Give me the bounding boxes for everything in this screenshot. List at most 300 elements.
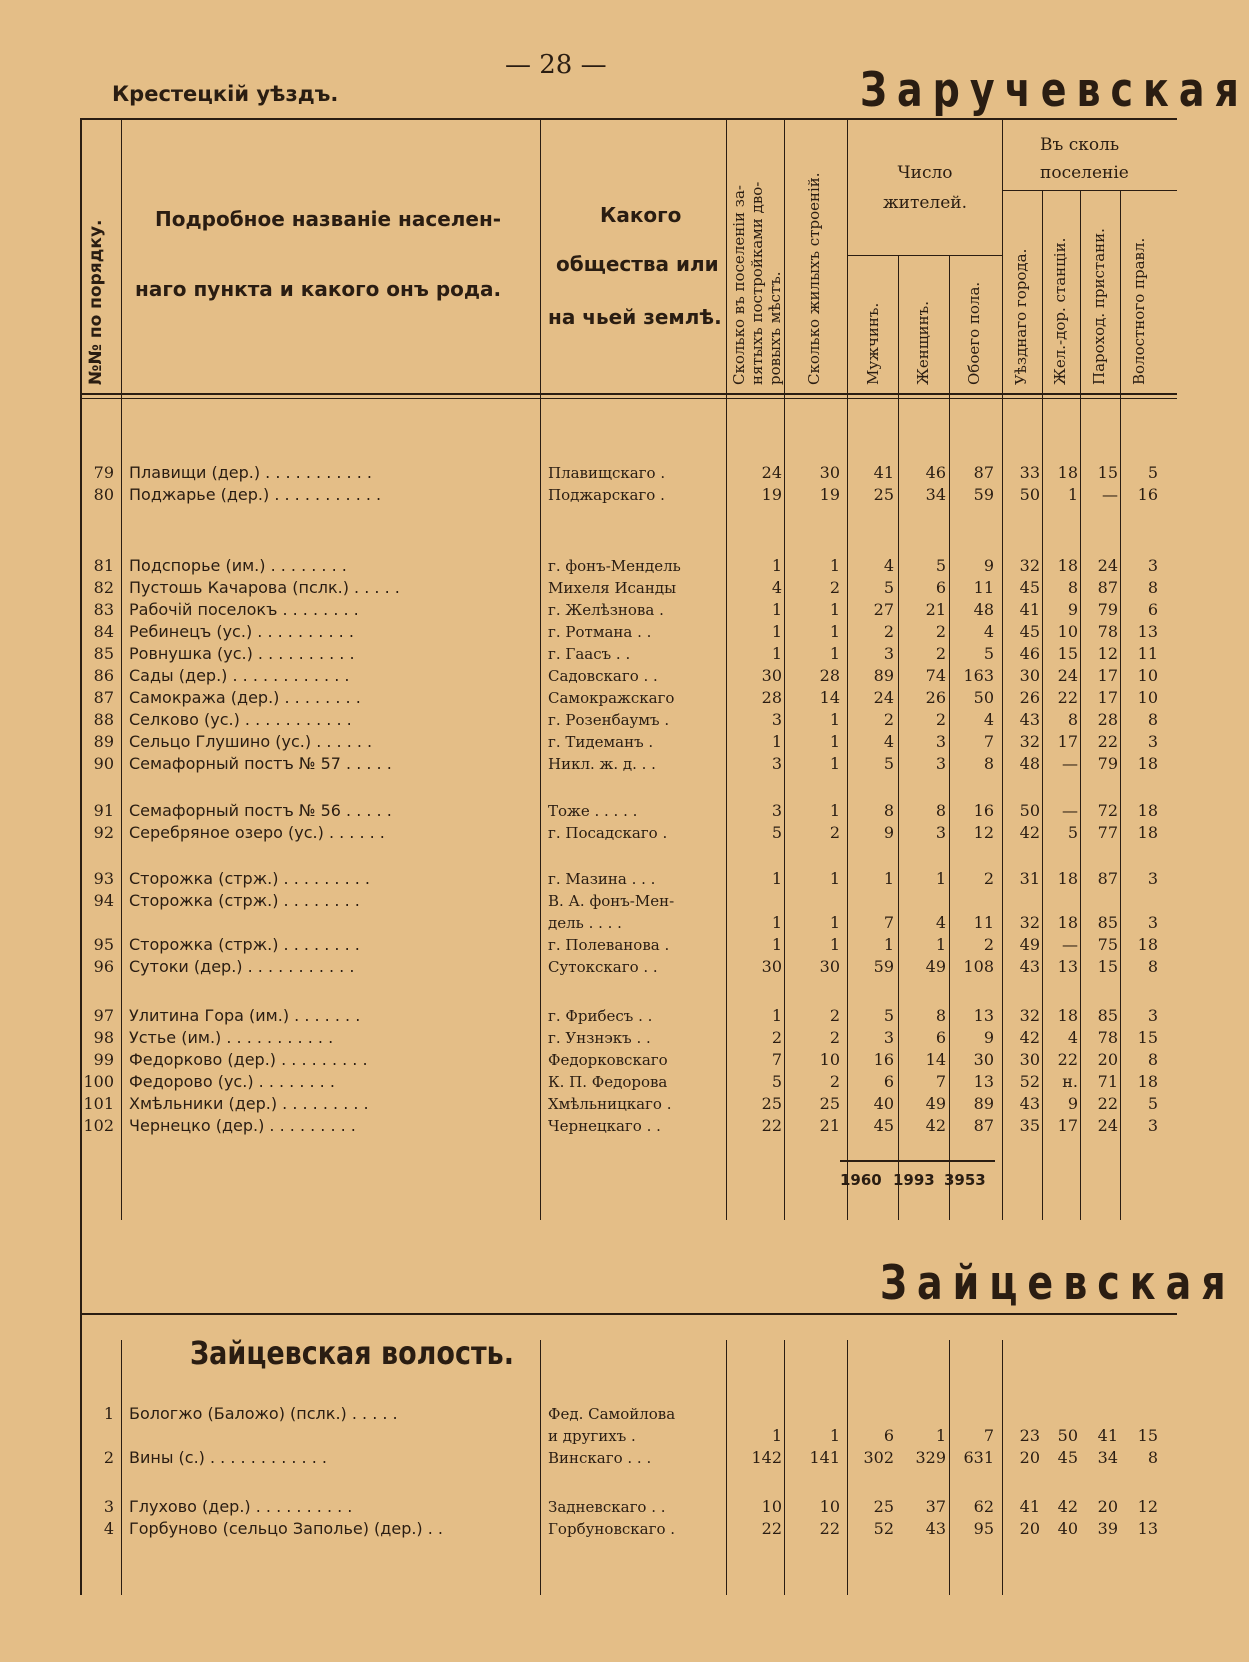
table-row	[0, 1093, 1177, 1115]
row-number: 2	[103, 1448, 114, 1467]
cell-c3: 7	[883, 913, 894, 932]
cell-c6: 32	[1019, 556, 1040, 575]
cell-c7: 45	[1057, 1448, 1078, 1467]
header-name-1: Подробное названіе населен-	[155, 207, 502, 231]
cell-c2: 2	[829, 578, 840, 597]
cell-c1: 5	[771, 1072, 782, 1091]
row-number: 79	[93, 463, 114, 482]
cell-c4: 43	[925, 1519, 946, 1538]
cell-c3: 41	[873, 463, 894, 482]
volost-title: Заручевская	[860, 62, 1249, 117]
table-row	[0, 709, 1177, 731]
cell-c8: 20	[1097, 1050, 1118, 1069]
cell-c2: 1	[829, 869, 840, 888]
cell-c3: 5	[883, 754, 894, 773]
cell-c2: 10	[819, 1050, 840, 1069]
table-row	[0, 1071, 1177, 1093]
header-bottom-rule	[80, 398, 1177, 399]
cell-c9: 18	[1137, 935, 1158, 954]
cell-c2: 1	[829, 644, 840, 663]
cell-c7: 40	[1057, 1519, 1078, 1538]
table-row	[0, 822, 1177, 844]
table-row	[0, 1518, 1177, 1540]
totals-rule	[840, 1160, 995, 1162]
cell-c3: 40	[873, 1094, 894, 1113]
cell-c1: 3	[771, 710, 782, 729]
place-name: Самокража (дер.) . . . . . . . .	[129, 688, 361, 707]
cell-c8: 22	[1097, 732, 1118, 751]
row-number: 85	[93, 644, 114, 663]
cell-c1: 1	[771, 644, 782, 663]
cell-c4: 6	[935, 1028, 946, 1047]
row-number: 80	[93, 485, 114, 504]
cell-c3: 52	[873, 1519, 894, 1538]
cell-c9: 3	[1147, 732, 1158, 751]
cell-c9: 3	[1147, 913, 1158, 932]
cell-c9: 15	[1137, 1426, 1158, 1445]
cell-c5: 631	[963, 1448, 994, 1467]
society-name: Задневскаго . .	[548, 1498, 666, 1516]
cell-c4: 5	[935, 556, 946, 575]
cell-c7: 22	[1057, 688, 1078, 707]
row-number: 93	[93, 869, 114, 888]
cell-c7: 15	[1057, 644, 1078, 663]
society-name: Чернецкаго . .	[548, 1117, 661, 1135]
row-number: 95	[93, 935, 114, 954]
cell-c7: 5	[1067, 823, 1078, 842]
place-name: Подспорье (им.) . . . . . . . .	[129, 556, 347, 575]
cell-c2: 28	[819, 666, 840, 685]
header-distance-1: Въ сколь	[1040, 135, 1120, 155]
place-name: Рабочій поселокъ . . . . . . . .	[129, 600, 359, 619]
header-society-2: общества или	[556, 252, 719, 276]
cell-c2: 2	[829, 1072, 840, 1091]
cell-c3: 2	[883, 710, 894, 729]
cell-c3: 89	[873, 666, 894, 685]
cell-c5: 11	[973, 913, 994, 932]
total-men: 1960	[840, 1171, 882, 1189]
cell-c1: 2	[771, 1028, 782, 1047]
cell-c2: 2	[829, 823, 840, 842]
cell-c1: 1	[771, 732, 782, 751]
cell-c3: 5	[883, 1006, 894, 1025]
society-name: Никл. ж. д. . .	[548, 755, 656, 773]
header-men: Мужчинъ.	[864, 302, 882, 385]
society-name: Фед. Самойлова	[548, 1405, 676, 1423]
cell-c6: 49	[1019, 935, 1040, 954]
cell-c2: 14	[819, 688, 840, 707]
cell-c5: 12	[973, 823, 994, 842]
cell-c1: 1	[771, 935, 782, 954]
cell-c3: 24	[873, 688, 894, 707]
society-name: В. А. фонъ-Мен-	[548, 892, 675, 910]
cell-c7: 8	[1067, 710, 1078, 729]
header-buildings: Сколько жилыхъ строеній.	[805, 172, 823, 385]
cell-c2: 1	[829, 754, 840, 773]
cell-c6: 50	[1019, 485, 1040, 504]
cell-c4: 37	[925, 1497, 946, 1516]
table-row	[0, 868, 1177, 890]
cell-c8: 17	[1097, 666, 1118, 685]
row-number: 102	[83, 1116, 114, 1135]
society-name: Винскаго . . .	[548, 1449, 652, 1467]
cell-c2: 22	[819, 1519, 840, 1538]
society-name: г. фонъ-Мендель	[548, 557, 681, 575]
cell-c5: 59	[973, 485, 994, 504]
header-yards: Сколько въ поселеніи за- нятыхъ постройками дво- ровыхъ мѣстъ.	[730, 181, 784, 385]
cell-c5: 87	[973, 463, 994, 482]
cell-c6: 32	[1019, 913, 1040, 932]
cell-c8: 39	[1097, 1519, 1118, 1538]
row-number: 87	[93, 688, 114, 707]
cell-c1: 30	[761, 666, 782, 685]
table-row	[0, 462, 1177, 484]
cell-c5: 8	[983, 754, 994, 773]
cell-c6: 41	[1019, 600, 1040, 619]
cell-c5: 89	[973, 1094, 994, 1113]
table-row	[0, 890, 1177, 912]
cell-c5: 13	[973, 1072, 994, 1091]
table-row	[0, 577, 1177, 599]
society-name: г. Гаасъ . .	[548, 645, 631, 663]
table-row	[0, 934, 1177, 956]
table-row	[0, 687, 1177, 709]
cell-c9: 5	[1147, 1094, 1158, 1113]
cell-c1: 5	[771, 823, 782, 842]
row-number: 1	[103, 1404, 114, 1423]
society-name: г. Розенбаумъ .	[548, 711, 670, 729]
row-number: 101	[83, 1094, 114, 1113]
cell-c7: н.	[1062, 1072, 1078, 1091]
cell-c6: 45	[1019, 578, 1040, 597]
place-name: Сторожка (стрж.) . . . . . . . . .	[129, 869, 370, 888]
cell-c8: 85	[1097, 913, 1118, 932]
cell-c6: 23	[1019, 1426, 1040, 1445]
cell-c8: 15	[1097, 957, 1118, 976]
cell-c4: 49	[925, 1094, 946, 1113]
cell-c6: 42	[1019, 823, 1040, 842]
place-name: Федорково (дер.) . . . . . . . . .	[129, 1050, 368, 1069]
cell-c9: 3	[1147, 1116, 1158, 1135]
cell-c4: 49	[925, 957, 946, 976]
society-name: г. Фрибесъ . .	[548, 1007, 653, 1025]
cell-c4: 8	[935, 1006, 946, 1025]
society-name: г. Полеванова .	[548, 936, 670, 954]
cell-c7: —	[1062, 935, 1078, 954]
cell-c1: 1	[771, 556, 782, 575]
table-row	[0, 1027, 1177, 1049]
cell-c6: 31	[1019, 869, 1040, 888]
cell-c6: 32	[1019, 732, 1040, 751]
row-number: 98	[93, 1028, 114, 1047]
cell-c7: 18	[1057, 556, 1078, 575]
cell-c7: 17	[1057, 732, 1078, 751]
cell-c4: 1	[935, 935, 946, 954]
table-row	[0, 643, 1177, 665]
cell-c6: 46	[1019, 644, 1040, 663]
row-number: 84	[93, 622, 114, 641]
society-name: Плавищскаго .	[548, 464, 666, 482]
cell-c7: 9	[1067, 600, 1078, 619]
cell-c7: 1	[1067, 485, 1078, 504]
cell-c3: 59	[873, 957, 894, 976]
place-name: Чернецко (дер.) . . . . . . . . .	[129, 1116, 356, 1135]
cell-c9: 13	[1137, 1519, 1158, 1538]
cell-c1: 1	[771, 913, 782, 932]
table-row	[0, 555, 1177, 577]
cell-c5: 4	[983, 622, 994, 641]
society-name: Садовскаго . .	[548, 667, 658, 685]
header-society-3: на чьей землѣ.	[548, 305, 722, 329]
society-name: г. Тидеманъ .	[548, 733, 654, 751]
place-name: Хмѣльники (дер.) . . . . . . . . .	[129, 1094, 369, 1113]
cell-c8: 71	[1097, 1072, 1118, 1091]
header-num: №№ по порядку.	[86, 219, 106, 385]
cell-c2: 1	[829, 913, 840, 932]
header-name-2: наго пункта и какого онъ рода.	[135, 277, 502, 301]
cell-c2: 1	[829, 935, 840, 954]
cell-c9: 18	[1137, 754, 1158, 773]
cell-c1: 1	[771, 622, 782, 641]
cell-c8: 78	[1097, 622, 1118, 641]
place-name: Ровнушка (ус.) . . . . . . . . . .	[129, 644, 355, 663]
table-row	[0, 800, 1177, 822]
cell-c8: 12	[1097, 644, 1118, 663]
place-name: Бологжо (Баложо) (пслк.) . . . . .	[129, 1404, 398, 1423]
cell-c3: 1	[883, 869, 894, 888]
row-number: 3	[103, 1497, 114, 1516]
society-name: К. П. Федорова	[548, 1073, 668, 1091]
cell-c5: 87	[973, 1116, 994, 1135]
cell-c8: 20	[1097, 1497, 1118, 1516]
cell-c5: 95	[973, 1519, 994, 1538]
header-board: Волостного правл.	[1130, 237, 1148, 385]
cell-c3: 27	[873, 600, 894, 619]
cell-c3: 4	[883, 556, 894, 575]
place-name: Семафорный постъ № 56 . . . . .	[129, 801, 392, 820]
cell-c4: 74	[925, 666, 946, 685]
cell-c1: 1	[771, 1426, 782, 1445]
row-number: 100	[83, 1072, 114, 1091]
place-name: Селково (ус.) . . . . . . . . . . .	[129, 710, 352, 729]
cell-c1: 3	[771, 801, 782, 820]
cell-c3: 6	[883, 1426, 894, 1445]
cell-c7: 18	[1057, 463, 1078, 482]
cell-c2: 19	[819, 485, 840, 504]
cell-c3: 45	[873, 1116, 894, 1135]
cell-c4: 4	[935, 913, 946, 932]
cell-c6: 52	[1019, 1072, 1040, 1091]
cell-c1: 1	[771, 1006, 782, 1025]
place-name: Сторожка (стрж.) . . . . . . . .	[129, 891, 360, 910]
table-row	[0, 665, 1177, 687]
cell-c4: 21	[925, 600, 946, 619]
cell-c7: 22	[1057, 1050, 1078, 1069]
cell-c6: 26	[1019, 688, 1040, 707]
society-name: г. Посадскаго .	[548, 824, 668, 842]
society-name: Федорковскаго	[548, 1051, 668, 1069]
section-title: Зайцевская волость.	[190, 1335, 514, 1373]
cell-c5: 11	[973, 578, 994, 597]
cell-c2: 1	[829, 622, 840, 641]
cell-c5: 108	[963, 957, 994, 976]
cell-c3: 3	[883, 644, 894, 663]
cell-c1: 7	[771, 1050, 782, 1069]
cell-c1: 10	[761, 1497, 782, 1516]
cell-c8: 24	[1097, 1116, 1118, 1135]
cell-c3: 8	[883, 801, 894, 820]
row-number: 88	[93, 710, 114, 729]
place-name: Поджарье (дер.) . . . . . . . . . . .	[129, 485, 382, 504]
place-name: Сады (дер.) . . . . . . . . . . . .	[129, 666, 350, 685]
header-pier: Пароход. пристани.	[1090, 228, 1108, 385]
cell-c1: 22	[761, 1519, 782, 1538]
society-name: Михеля Исанды	[548, 579, 677, 597]
cell-c7: 4	[1067, 1028, 1078, 1047]
cell-c9: 18	[1137, 823, 1158, 842]
cell-c6: 30	[1019, 666, 1040, 685]
place-name: Серебряное озеро (ус.) . . . . . .	[129, 823, 385, 842]
cell-c6: 43	[1019, 1094, 1040, 1113]
header-inhabitants-2: жителей.	[882, 193, 968, 213]
table-row	[0, 731, 1177, 753]
cell-c8: —	[1102, 485, 1118, 504]
cell-c8: 22	[1097, 1094, 1118, 1113]
cell-c6: 20	[1019, 1519, 1040, 1538]
cell-c9: 3	[1147, 869, 1158, 888]
cell-c5: 62	[973, 1497, 994, 1516]
cell-c7: 18	[1057, 913, 1078, 932]
cell-c3: 302	[863, 1448, 894, 1467]
cell-c2: 2	[829, 1006, 840, 1025]
society-name: и другихъ .	[548, 1427, 636, 1445]
cell-c5: 5	[983, 644, 994, 663]
cell-c9: 8	[1147, 578, 1158, 597]
cell-c9: 18	[1137, 801, 1158, 820]
society-name: г. Ротмана . .	[548, 623, 652, 641]
cell-c3: 16	[873, 1050, 894, 1069]
cell-c8: 75	[1097, 935, 1118, 954]
cell-c5: 2	[983, 935, 994, 954]
total-women: 1993	[893, 1171, 935, 1189]
total-both: 3953	[944, 1171, 986, 1189]
cell-c9: 5	[1147, 463, 1158, 482]
county-title: Крестецкій уѣздъ.	[112, 82, 339, 106]
table-row	[0, 753, 1177, 775]
cell-c6: 48	[1019, 754, 1040, 773]
header-station: Жел.-дор. станціи.	[1051, 237, 1069, 385]
cell-c5: 9	[983, 1028, 994, 1047]
cell-c9: 8	[1147, 957, 1158, 976]
cell-c8: 87	[1097, 869, 1118, 888]
cell-c4: 2	[935, 622, 946, 641]
table-row	[0, 1005, 1177, 1027]
row-number: 86	[93, 666, 114, 685]
cell-c7: 18	[1057, 1006, 1078, 1025]
cell-c1: 19	[761, 485, 782, 504]
row-number: 96	[93, 957, 114, 976]
society-name: Самокражскаго	[548, 689, 675, 707]
row-number: 91	[93, 801, 114, 820]
cell-c8: 24	[1097, 556, 1118, 575]
place-name: Ребинецъ (ус.) . . . . . . . . . .	[129, 622, 354, 641]
cell-c4: 34	[925, 485, 946, 504]
cell-c8: 15	[1097, 463, 1118, 482]
row-number: 99	[93, 1050, 114, 1069]
cell-c9: 8	[1147, 1050, 1158, 1069]
cell-c7: 50	[1057, 1426, 1078, 1445]
cell-c6: 43	[1019, 957, 1040, 976]
society-name: Горбуновскаго .	[548, 1520, 676, 1538]
table-row	[0, 599, 1177, 621]
header-inhabitants-1: Число	[897, 163, 953, 183]
row-number: 82	[93, 578, 114, 597]
cell-c7: 10	[1057, 622, 1078, 641]
cell-c9: 3	[1147, 556, 1158, 575]
society-name: г. Желѣзнова .	[548, 601, 664, 619]
table-row	[0, 1496, 1177, 1518]
place-name: Федорово (ус.) . . . . . . . .	[129, 1072, 335, 1091]
cell-c6: 35	[1019, 1116, 1040, 1135]
cell-c2: 1	[829, 600, 840, 619]
cell-c3: 5	[883, 578, 894, 597]
cell-c4: 2	[935, 644, 946, 663]
cell-c1: 25	[761, 1094, 782, 1113]
cell-c1: 4	[771, 578, 782, 597]
cell-c1: 3	[771, 754, 782, 773]
cell-c3: 2	[883, 622, 894, 641]
cell-c8: 78	[1097, 1028, 1118, 1047]
place-name: Глухово (дер.) . . . . . . . . . .	[129, 1497, 353, 1516]
cell-c3: 1	[883, 935, 894, 954]
cell-c2: 1	[829, 710, 840, 729]
cell-c6: 30	[1019, 1050, 1040, 1069]
cell-c3: 25	[873, 1497, 894, 1516]
row-number: 92	[93, 823, 114, 842]
cell-c7: 13	[1057, 957, 1078, 976]
cell-c6: 33	[1019, 463, 1040, 482]
place-name: Семафорный постъ № 57 . . . . .	[129, 754, 392, 773]
cell-c2: 141	[809, 1448, 840, 1467]
cell-c9: 3	[1147, 1006, 1158, 1025]
cell-c7: —	[1062, 754, 1078, 773]
cell-c4: 42	[925, 1116, 946, 1135]
cell-c2: 1	[829, 556, 840, 575]
cell-c5: 13	[973, 1006, 994, 1025]
cell-c3: 4	[883, 732, 894, 751]
cell-c9: 8	[1147, 1448, 1158, 1467]
place-name: Плавищи (дер.) . . . . . . . . . . .	[129, 463, 372, 482]
row-number: 81	[93, 556, 114, 575]
cell-c8: 34	[1097, 1448, 1118, 1467]
cell-c3: 6	[883, 1072, 894, 1091]
cell-c8: 85	[1097, 1006, 1118, 1025]
cell-c7: 24	[1057, 666, 1078, 685]
cell-c4: 7	[935, 1072, 946, 1091]
cell-c4: 14	[925, 1050, 946, 1069]
cell-c9: 10	[1137, 688, 1158, 707]
cell-c4: 2	[935, 710, 946, 729]
cell-c2: 10	[819, 1497, 840, 1516]
cell-c8: 17	[1097, 688, 1118, 707]
society-name: Поджарскаго .	[548, 486, 665, 504]
society-name: дель . . . .	[548, 914, 622, 932]
table-row	[0, 956, 1177, 978]
table-row	[0, 621, 1177, 643]
cell-c4: 26	[925, 688, 946, 707]
cell-c2: 30	[819, 957, 840, 976]
cell-c4: 329	[915, 1448, 946, 1467]
